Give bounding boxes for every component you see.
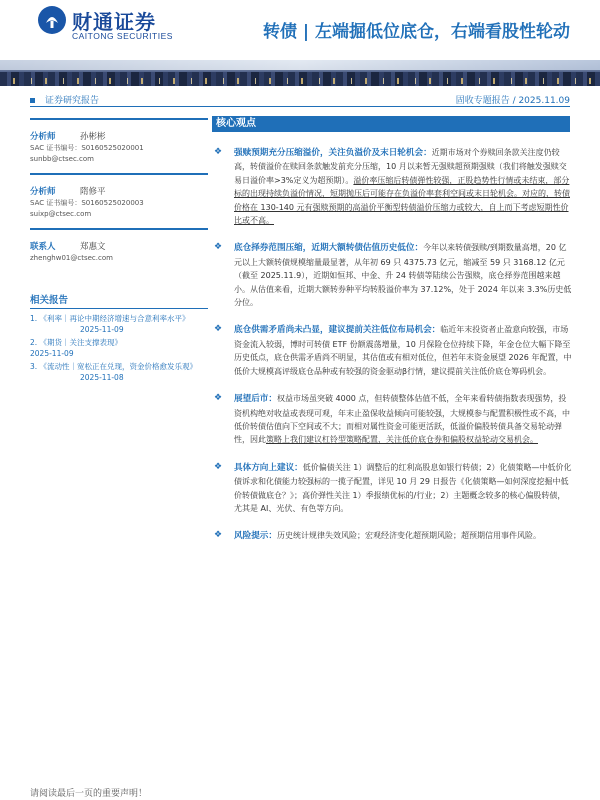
square-marker-icon [30, 98, 35, 103]
core-paragraph [214, 323, 572, 378]
analyst-role: 分析师 [30, 187, 56, 197]
related-report-link[interactable]: 1. 《利率｜再论中期经济增速与合意利率水平》 2025-11-09 [30, 314, 190, 334]
paragraph-heading: 展望后市： [234, 394, 277, 405]
report-category: 证券研究报告 [45, 96, 100, 106]
analyst-cert: SAC 证书编号：S0160525020001 [30, 144, 144, 152]
analyst-role: 分析师 [30, 132, 56, 142]
header-banner-image [0, 60, 600, 86]
paragraph-heading: 具体方向上建议： [234, 462, 303, 473]
analyst-card [30, 173, 208, 220]
paragraph-heading: 强赎预期充分压缩溢价，关注负溢价及末日轮机会： [234, 148, 432, 158]
analyst-email[interactable]: suixp@ctsec.com [30, 210, 92, 218]
paragraph-heading: 风险提示： [234, 531, 277, 542]
analyst-email[interactable]: sunbb@ctsec.com [30, 155, 94, 163]
paragraph-underline: 策略上我们建议杠铃型策略配置，关注低价底仓券和偏股权益轮动交易机会。 [266, 435, 538, 445]
paragraph-body: 临近年末投资者止盈意向较强，市场资金流入较弱，博时可转债 ETF 份额震荡增量，10 月保险仓位持续下降，年金仓位大幅下降至历史低点，底仓供需矛盾尚不明显，其估值或有相对低位，但若年末资金展望 2026 年配置，中低价大规模高评级底仓品种或有较强的资金驱动β行情，建议提前关注低价底仓筹码机会。 [234, 325, 572, 376]
diamond-bullet-icon: ❖ [214, 324, 223, 335]
paragraph-body: 近期市场对个券赎回条款关注度仍较高，转债溢价在赎回条款触发前充分压缩，10 月以来暂无强赎超预期强赎（我们将触发强赎交易日溢价率>3%定义为超预期）。 [234, 148, 567, 185]
analyst-card [30, 118, 208, 165]
contact-role: 联系人 [30, 242, 56, 252]
report-subheader [30, 92, 570, 107]
report-type-date: 固收专题报告 / 2025.11.09 [455, 96, 570, 106]
diamond-bullet-icon: ❖ [214, 393, 223, 404]
diamond-bullet-icon: ❖ [214, 147, 223, 157]
paragraph-body: 历史统计规律失效风险；宏观经济变化超预期风险；超预期信用事件风险。 [276, 531, 541, 541]
contact-card [30, 228, 208, 264]
paragraph-heading: 底仓择券范围压缩，近期大额转债估值历史低位： [234, 243, 424, 254]
core-views-title: 核心观点 [212, 116, 570, 132]
paragraph-body: 低价偏债关注 1）调整后的红利高股息如银行转债；2）化债策略—中低价化债诉求和化债能力较强标的一揽子配置，详见 10 月 29 日报告《化债策略—如何深度挖掘中低价转债做底仓？》；高价弹性关注 1）季报绩优标的/行业；2）主题概念较多的核心偏股转债，尤其是 AI、光伏、有色等方向。 [234, 462, 572, 513]
sidebar [30, 118, 208, 385]
diamond-bullet-icon: ❖ [214, 530, 223, 541]
core-paragraph [214, 461, 572, 516]
analyst-name: 隋修平 [80, 187, 106, 197]
paragraph-body: 今年以来转债强赎/到期数量高增，20 亿元以上大额转债规模缩量最显著，从年初 69 只 4375.73 亿元，缩减至 59 只 3168.12 亿元（截至 2025.11.9），近期如恒邦、中金、升 24 转债等陆续公告强赎，底仓择券范围越来越小。从估值来看，近期大额转券种平均转股溢价率为 37.12%，处于 2024 年以来 3.3%历史低分位。 [234, 243, 572, 308]
paragraph-underline: 溢价率压缩后转债弹性较强，正股趋势性行情或未结束，部分标的出现持续负溢价情况，短期抛压后可能存在负溢价率套利空间或末日轮机会。对应的，转债价格在 130-140 元有强赎预期的高溢价平衡型转债溢价压缩力或较大，自上而下考虑短期性价比或不高。 [234, 175, 570, 226]
core-paragraph [214, 529, 572, 543]
core-paragraph [214, 241, 572, 309]
core-views-body [214, 146, 572, 558]
document-title: 转债 | 左端掘低位底仓，右端看股性轮动 [262, 22, 570, 42]
core-paragraph [214, 392, 572, 447]
logo-text-cn: 财通证券 [72, 10, 156, 34]
related-report-link[interactable]: 2. 《期货｜关注支撑表现》 2025-11-09 [30, 338, 123, 358]
analyst-name: 孙彬彬 [80, 132, 106, 142]
diamond-bullet-icon: ❖ [214, 242, 223, 253]
page-header [0, 0, 600, 64]
diamond-bullet-icon: ❖ [214, 461, 223, 472]
paragraph-heading: 底仓供需矛盾尚未凸显，建议提前关注低位布局机会： [234, 325, 441, 336]
related-report-link[interactable]: 3. 《流动性｜宽松正在兑现，资金价格愈发乐观》 2025-11-08 [30, 362, 198, 382]
analyst-cert: SAC 证书编号：S0160525020003 [30, 199, 144, 207]
contact-email[interactable]: zhenghw01@ctsec.com [30, 254, 113, 262]
caitong-logo-icon [38, 6, 66, 34]
contact-name: 郑惠文 [80, 242, 106, 252]
paragraph-body: 权益市场虽突破 4000 点，但转债整体估值不低，全年来看转债指数表现强势，投资机构绝对收益或表现可观，年末止盈保收益倾向可能较强，大规模参与配置积极性或不高，中低价转债估值向下空间或不大；而相对属性资金可能更活跃，低溢价偏股转债具备交易轮动弹性，因此 [234, 394, 570, 445]
disclaimer-notice: 请阅读最后一页的重要声明！ [30, 789, 148, 799]
logo-text-en: CAITONG SECURITIES [72, 31, 173, 41]
core-paragraph [214, 146, 572, 227]
related-reports-title: 相关报告 [30, 292, 208, 309]
